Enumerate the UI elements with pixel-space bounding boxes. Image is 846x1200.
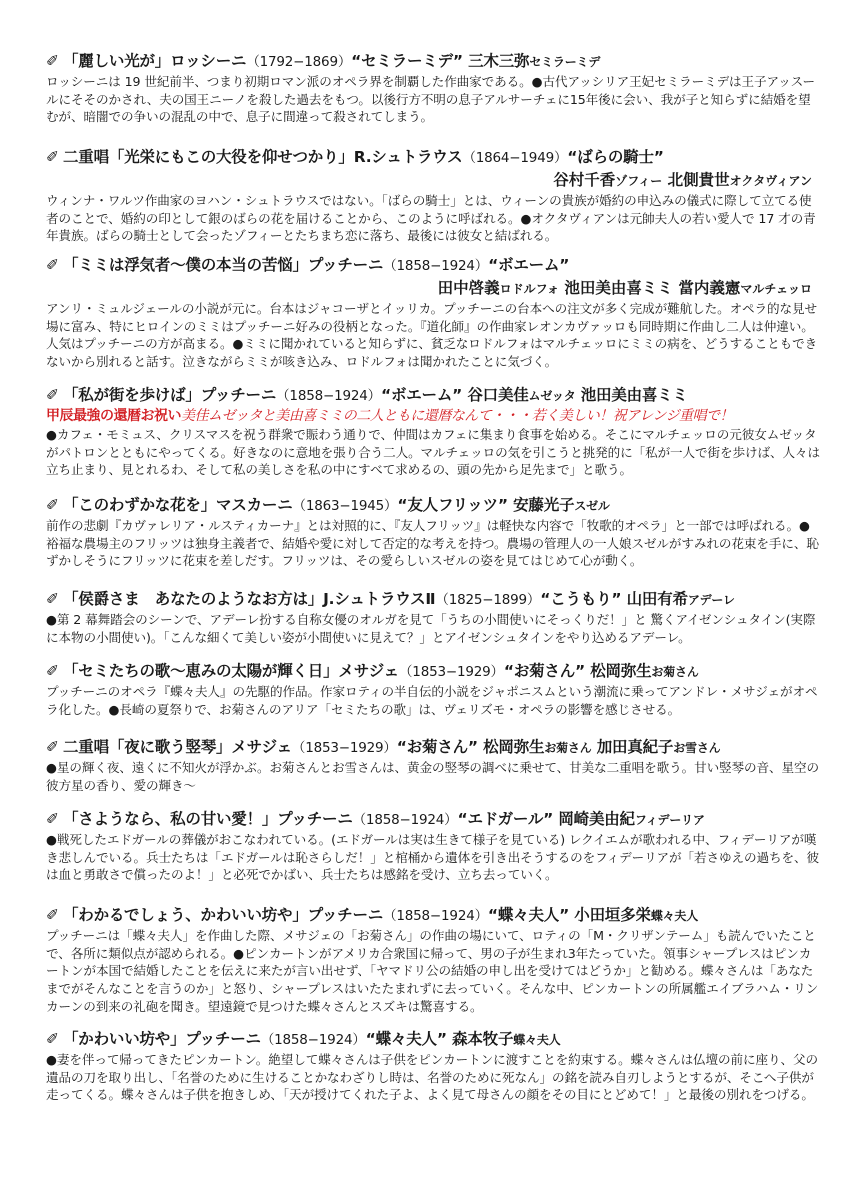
pen-icon: ✐ [46, 590, 59, 608]
pen-icon: ✐ [46, 1030, 59, 1048]
celebration-note: 甲辰最強の還暦お祝い美佳ムゼッタと美由喜ミミの二人ともに還暦なんて・・・若く美しい！祝アレンジ重唱で！ [46, 408, 733, 424]
entry-heading: ✐ 「ミミは浮気者〜僕の本当の苦悩」プッチーニ（1858−1924）“ボエーム” [46, 256, 570, 274]
pen-icon: ✐ [46, 810, 59, 828]
program-entry [46, 736, 822, 794]
entry-heading: ✐ 二重唱「光栄にもこの大役を仰せつかり」R.シュトラウス（1864−1949）“ばらの騎士” [46, 148, 664, 166]
entry-description: ●星の輝く夜、遠くに不知火が浮かぶ。お菊さんとお雪さんは、黄金の竪琴の調べに乗せて、甘美な二重唱を歌う。甘い竪琴の音、星空の彼方星の香り、愛の輝き〜 [46, 760, 820, 793]
entry-heading: ✐ 「かわいい坊や」プッチーニ（1858−1924）“蝶々夫人” 森本牧子蝶々夫人 [46, 1030, 561, 1048]
pen-icon: ✐ [46, 738, 59, 756]
program-entry [46, 588, 822, 646]
program-entry [46, 660, 822, 718]
entry-heading: ✐ 「このわずかな花を」マスカーニ（1863−1945）“友人フリッツ” 安藤光子スゼル [46, 496, 610, 514]
pen-icon: ✐ [46, 496, 59, 514]
program-entry [46, 254, 822, 371]
entry-description: アンリ・ミュルジェールの小説が元に。台本はジャコーザとイッリカ。プッチーニの台本への注文が多く完成が難航した。オペラ的な見せ場に富み、特にヒロインのミミはプッチーニ好みの役柄となった。『道化師』の作曲家レオンカヴァッロも同時期に作曲し二人は仲違い。人気はプッチーニの方が高まる。●ミミに聞かれていると知らずに、貧乏なロドルフォはマルチェッロにミミの病を、どうすることもできないから別れると話す。泣きながらミミが咳き込み、ロドルフォは聞かれたことに気づく。 [46, 301, 818, 370]
pen-icon: ✐ [46, 52, 59, 70]
entry-description: プッチーニは「蝶々夫人」を作曲した際、メサジェの「お菊さん」の作曲の場にいて、ロティの「M・クリザンテーム」も読んでいたことで、各所に類似点が認められる。●ピンカートンがアメリカ合衆国に帰って、男の子が生まれ3年たっていた。領事シャープレスはピンカートンが本国で結婚したことを伝えに来たが言い出せず、「ヤマドリ公の結婚の申し出を受けてはどうか」と勧める。蝶々さんは「あなたまでがそんなことを言うのか」と怒り、シャープレスはいたたまれずに去っていく。そんな中、ピンカートンの所属艦エイブラハム・リンカーンの到来の礼砲を聞き。望遠鏡で見つけた蝶々さんとスズキは驚喜する。 [46, 928, 819, 1014]
entry-singers: 谷村千香ゾフィー 北側貴世オクタヴィアン [553, 171, 812, 189]
entry-description: 前作の悲劇『カヴァレリア・ルスティカーナ』とは対照的に、『友人フリッツ』は軽快な内容で「牧歌的オペラ」と一部では呼ばれる。●裕福な農場主のフリッツは独身主義者で、結婚や愛に対して否定的な考えを持つ。農場の管理人の一人娘スゼルがすみれの花束を手に、恥ずかしそうにフリッツに花束を差しだす。フリッツは、その愛らしいスゼルの姿を見てはじめて心が動く。 [46, 518, 819, 569]
pen-icon: ✐ [46, 148, 59, 166]
pen-icon: ✐ [46, 386, 59, 404]
entry-heading: ✐ 「さようなら、私の甘い愛！」プッチーニ（1858−1924）“エドガール” 岡崎美由紀フィデーリア [46, 810, 705, 828]
program-entry [46, 50, 822, 126]
pen-icon: ✐ [46, 906, 59, 924]
entry-description: プッチーニのオペラ『蝶々夫人』の先駆的作品。作家ロティの半自伝的小説をジャポニスムという潮流に乗ってアンドレ・メサジェがオペラ化した。●長崎の夏祭りで、お菊さんのアリア「セミたちの歌」は、ヴェリズモ・オペラの影響を感じさせる。 [46, 684, 818, 717]
entry-description: ロッシーニは 19 世紀前半、つまり初期ロマン派のオペラ界を制覇した作曲家である。●古代アッシリア王妃セミラーミデは王子アッスールにそそのかされ、夫の国王ニーノを殺した過去をもつ。以後行方不明の息子アルサーチェに15年後に会い、我が子と知らずに結婚を望むが、暗闇での争いの混乱の中で、息子に間違って殺されてしまう。 [46, 74, 816, 125]
entry-heading: ✐ 「麗しい光が」ロッシーニ（1792−1869）“セミラーミデ” 三木三弥セミラーミデ [46, 52, 601, 70]
entry-description: ウィンナ・ワルツ作曲家のヨハン・シュトラウスではない。「ばらの騎士」とは、ウィーンの貴族が婚約の申込みの儀式に際して立てる使者のことで、婚約の印として銀のばらの花を届けることから、このように呼ばれる。●オクタヴィアンは元帥夫人の若い愛人で 17 才の青年貴族。ばらの騎士として会ったゾフィーとたちまち恋に落ち、最後には彼女と結ばれる。 [46, 193, 816, 244]
entry-singers: 田中啓義ロドルフォ 池田美由喜ミミ 當内義憲マルチェッロ [437, 279, 812, 297]
pen-icon: ✐ [46, 662, 59, 680]
program-entry [46, 494, 822, 570]
entry-heading: ✐ 「私が街を歩けば」プッチーニ（1858−1924）“ボエーム” 谷口美佳ムゼッタ 池田美由喜ミミ [46, 386, 688, 404]
program-entry [46, 1028, 822, 1104]
program-entry [46, 808, 822, 884]
entry-heading: ✐ 「侯爵さま あなたのようなお方は」J.シュトラウスⅡ（1825−1899）“こうもり” 山田有希アデーレ [46, 590, 735, 608]
program-entry [46, 904, 822, 1016]
entry-description: ●第 2 幕舞踏会のシーンで、アデーレ扮する自称女優のオルガを見て「うちの小間使いにそっくりだ！」と 驚くアイゼンシュタイン(実際に本物の小間使い)。「こんな細くて美しい姿が小間使いに見えて？」とアイゼンシュタインをやり込めるアデーレ。 [46, 612, 816, 645]
entry-description: ●妻を伴って帰ってきたピンカートン。絶望して蝶々さんは子供をピンカートンに渡すことを約束する。蝶々さんは仏壇の前に座り、父の遺品の刀を取り出し、「名誉のために生けることかなわざりし時は、名誉のために死なん」の銘を読み自刃しようとするが、そこへ子供が走ってくる。蝶々さんは子供を抱きしめ、「天が授けてくれた子よ、よく見て母さんの顔をその目にとどめて！」と最後の別れをつげる。 [46, 1052, 819, 1103]
program-entry [46, 384, 822, 479]
entry-heading: ✐ 「セミたちの歌〜恵みの太陽が輝く日」メサジェ（1853−1929）“お菊さん” 松岡弥生お菊さん [46, 662, 699, 680]
pen-icon: ✐ [46, 256, 59, 274]
entry-description: ●カフェ・モミュス、クリスマスを祝う群衆で賑わう通りで、仲間はカフェに集まり食事を始める。そこにマルチェッロの元彼女ムゼッタがパトロンとともにやってくる。好きなのに意地を張り合う二人。マルチェッロの気を引こうと挑発的に「私が一人で街を歩けば、人々は立ち止まり、見とれるわ、そして私の美しさを私の中にすべて求めるの、頭の先から足先まで」と歌う。 [46, 427, 820, 478]
entry-heading: ✐ 「わかるでしょう、かわいい坊や」プッチーニ（1858−1924）“蝶々夫人” 小田垣多栄蝶々夫人 [46, 906, 699, 924]
entry-heading: ✐ 二重唱「夜に歌う竪琴」メサジェ（1853−1929）“お菊さん” 松岡弥生お菊さん 加田真紀子お雪さん [46, 738, 721, 756]
program-entry [46, 146, 822, 245]
entry-description: ●戦死したエドガールの葬儀がおこなわれている。(エドガールは実は生きて様子を見ている) レクイエムが歌われる中、フィデーリアが嘆き悲しんでいる。兵士たちは「エドガールは恥さらしだ！」と棺桶から遺体を引き出そうするのをフィデーリアが「若さゆえの過ちを、彼は血と勇敢さで償ったのよ！」と必死でかばい、兵士たちは感銘を受け、立ち去っていく。 [46, 832, 819, 883]
